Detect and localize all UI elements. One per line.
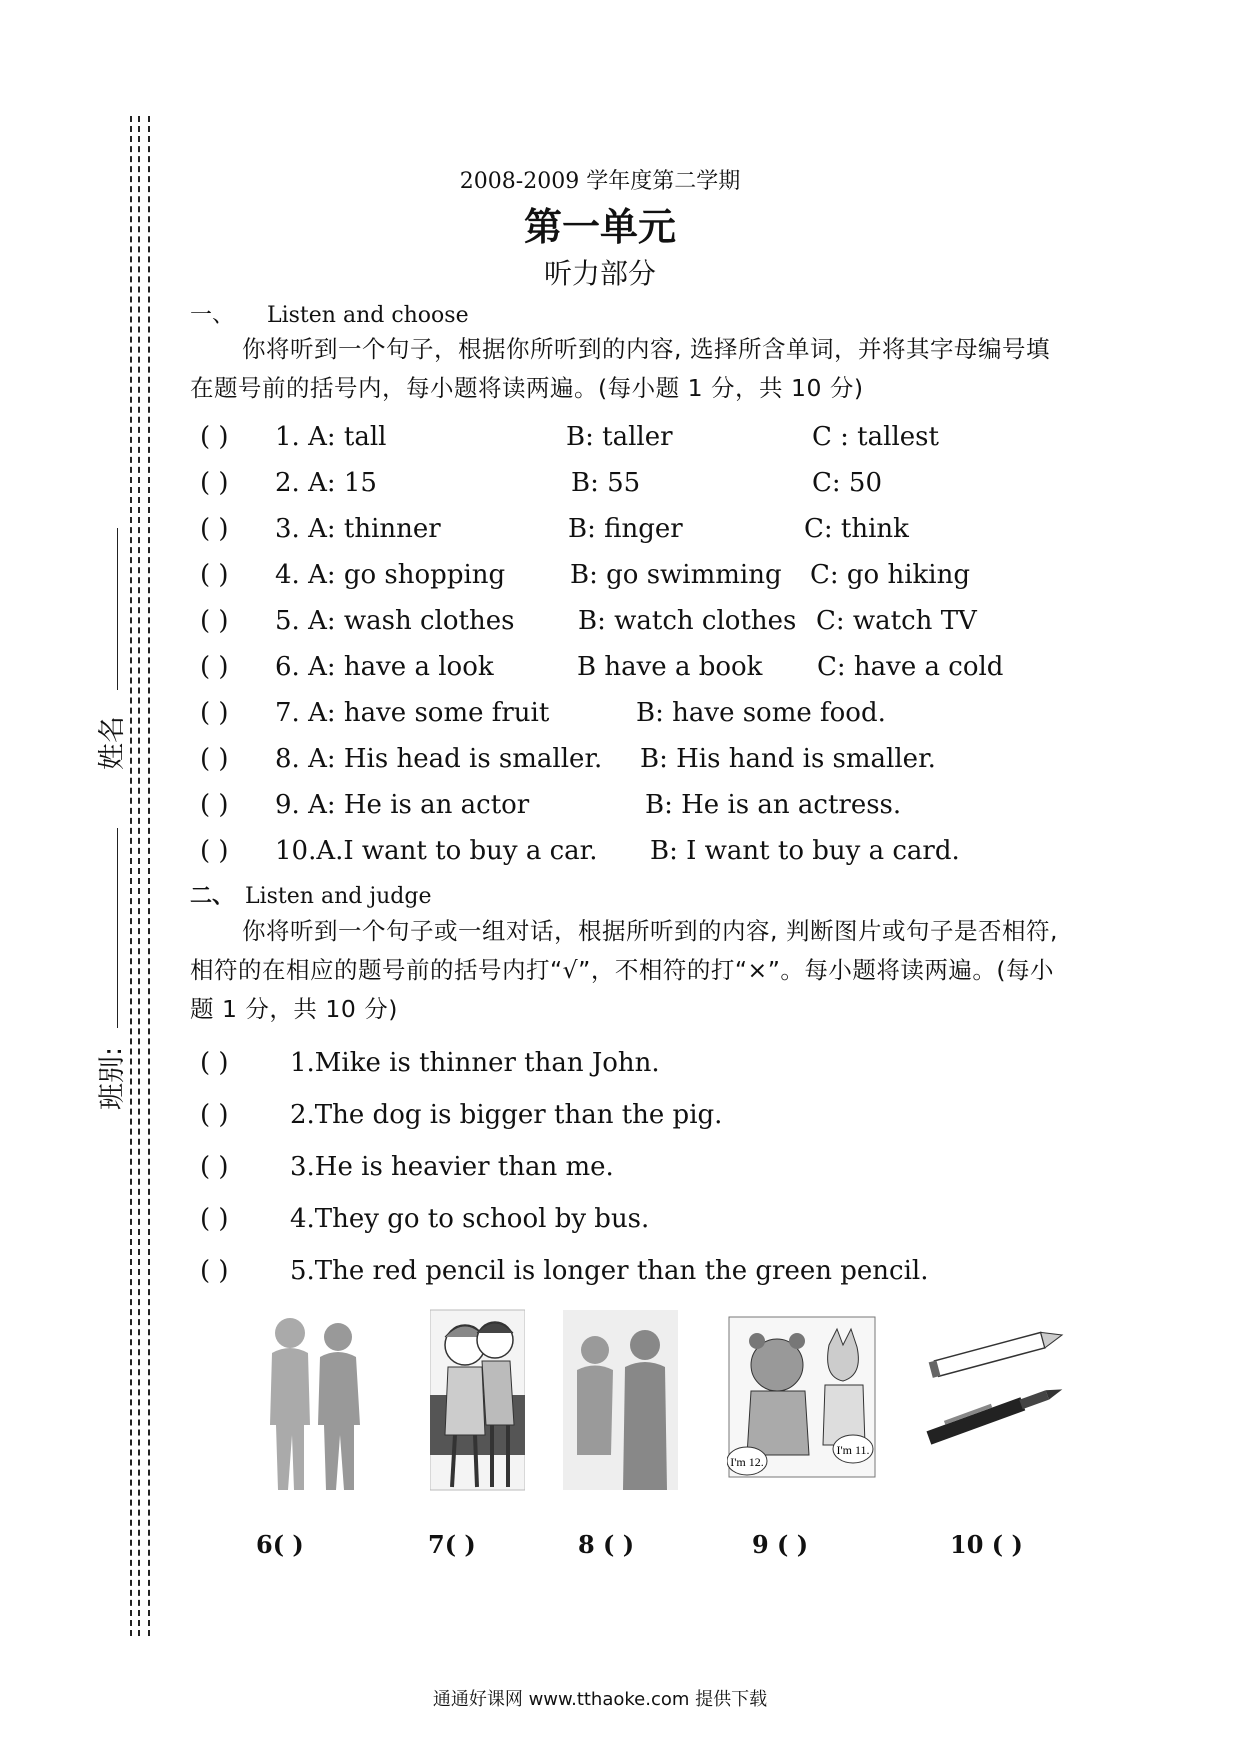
- answer-bracket[interactable]: ( ): [200, 744, 229, 774]
- section2-number: 二、: [190, 884, 235, 909]
- option-a: 4. A: go shopping: [275, 560, 506, 590]
- section2-heading: [190, 879, 432, 910]
- section2-title: Listen and judge: [245, 884, 432, 909]
- answer-bracket[interactable]: ( ): [200, 1256, 229, 1286]
- option-b: B: watch clothes: [578, 606, 797, 636]
- picture-6-bracket[interactable]: 6( ): [256, 1530, 304, 1559]
- option-a: 7. A: have some fruit: [275, 698, 550, 728]
- statement-text: 1.Mike is thinner than John.: [290, 1048, 660, 1078]
- answer-bracket[interactable]: ( ): [200, 1048, 229, 1078]
- picture-row: [255, 1305, 1095, 1505]
- answer-bracket[interactable]: ( ): [200, 652, 229, 682]
- option-c: C: think: [804, 514, 909, 544]
- option-b: B have a book: [577, 652, 763, 682]
- option-c: C: watch TV: [816, 606, 977, 636]
- option-c: C: 50: [812, 468, 883, 498]
- judge-statement: [200, 1048, 660, 1078]
- name-label: 姓名: [97, 716, 128, 770]
- statement-text: 5.The red pencil is longer than the green pencil.: [290, 1256, 929, 1286]
- option-a: 8. A: His head is smaller.: [275, 744, 603, 774]
- bear-and-cat-picture: [727, 1305, 877, 1495]
- answer-bracket[interactable]: ( ): [200, 468, 229, 498]
- pencil-and-pen-picture: [915, 1305, 1075, 1495]
- option-a: 3. A: thinner: [275, 514, 441, 544]
- class-blank-line[interactable]: [117, 828, 118, 1028]
- picture-7-bracket[interactable]: 7( ): [428, 1530, 476, 1559]
- option-a: 1. A: tall: [275, 422, 387, 452]
- binding-dashed-lines: [128, 116, 154, 1636]
- option-a: 6. A: have a look: [275, 652, 494, 682]
- answer-bracket[interactable]: ( ): [200, 1152, 229, 1182]
- option-a: 9. A: He is an actor: [275, 790, 530, 820]
- answer-bracket[interactable]: ( ): [200, 422, 229, 452]
- two-kids-picture: [430, 1305, 525, 1495]
- option-a: 2. A: 15: [275, 468, 377, 498]
- name-blank-line[interactable]: [117, 528, 118, 690]
- option-b: B: finger: [568, 514, 683, 544]
- answer-bracket[interactable]: ( ): [200, 606, 229, 636]
- answer-bracket[interactable]: ( ): [200, 514, 229, 544]
- answer-bracket[interactable]: ( ): [200, 836, 229, 866]
- two-women-silhouette-picture: [563, 1305, 678, 1495]
- school-year-title: 2008-2009 学年度第二学期: [459, 169, 741, 194]
- judge-statement: [200, 1256, 929, 1286]
- option-b: B: I want to buy a card.: [650, 836, 960, 866]
- option-a: 5. A: wash clothes: [275, 606, 515, 636]
- class-label: 班别:: [97, 1046, 128, 1110]
- option-c: C : tallest: [812, 422, 939, 452]
- option-b: B: taller: [566, 422, 673, 452]
- unit-title: 第一单元: [523, 204, 676, 249]
- option-b: B: 55: [571, 468, 641, 498]
- speech-bubble-text: I'm 11.: [836, 1443, 870, 1457]
- statement-text: 4.They go to school by bus.: [290, 1204, 650, 1234]
- picture-8-bracket[interactable]: 8 ( ): [578, 1530, 635, 1559]
- section2-instruction: 你将听到一个句子或一组对话，根据所听到的内容, 判断图片或句子是否相符, 相符的在相应的题号前的括号内打“√”，不相符的打“×”。每小题将读两遍。(每小题 1 分，共 10 分): [190, 917, 1058, 1023]
- statement-text: 2.The dog is bigger than the pig.: [290, 1100, 723, 1130]
- section1-title: Listen and choose: [267, 303, 469, 328]
- answer-bracket[interactable]: ( ): [200, 1204, 229, 1234]
- section1-number: 一、: [190, 303, 235, 328]
- option-b: B: go swimming: [570, 560, 782, 590]
- answer-bracket[interactable]: ( ): [200, 790, 229, 820]
- answer-bracket[interactable]: ( ): [200, 560, 229, 590]
- option-b: B: have some food.: [636, 698, 886, 728]
- statement-text: 3.He is heavier than me.: [290, 1152, 614, 1182]
- option-c: C: have a cold: [817, 652, 1004, 682]
- option-a: 10.A.I want to buy a car.: [275, 836, 598, 866]
- picture-9-bracket[interactable]: 9 ( ): [752, 1530, 809, 1559]
- option-b: B: His hand is smaller.: [640, 744, 936, 774]
- footer-download-note: 通通好课网 www.tthaoke.com 提供下载: [432, 1689, 768, 1710]
- option-b: B: He is an actress.: [645, 790, 902, 820]
- section1-heading: [190, 298, 469, 329]
- speech-bubble-text: I'm 12.: [730, 1455, 764, 1469]
- picture-10-bracket[interactable]: 10 ( ): [950, 1530, 1023, 1559]
- part-title: 听力部分: [543, 257, 656, 290]
- section1-instruction: 你将听到一个句子，根据你所听到的内容, 选择所含单词，并将其字母编号填在题号前的括号内，每小题将读两遍。(每小题 1 分，共 10 分): [190, 335, 1050, 402]
- judge-statement: [200, 1152, 614, 1182]
- judge-statement: [200, 1100, 723, 1130]
- option-c: C: go hiking: [810, 560, 970, 590]
- judge-statement: [200, 1204, 650, 1234]
- two-boys-silhouette-picture: [260, 1305, 370, 1495]
- answer-bracket[interactable]: ( ): [200, 698, 229, 728]
- answer-bracket[interactable]: ( ): [200, 1100, 229, 1130]
